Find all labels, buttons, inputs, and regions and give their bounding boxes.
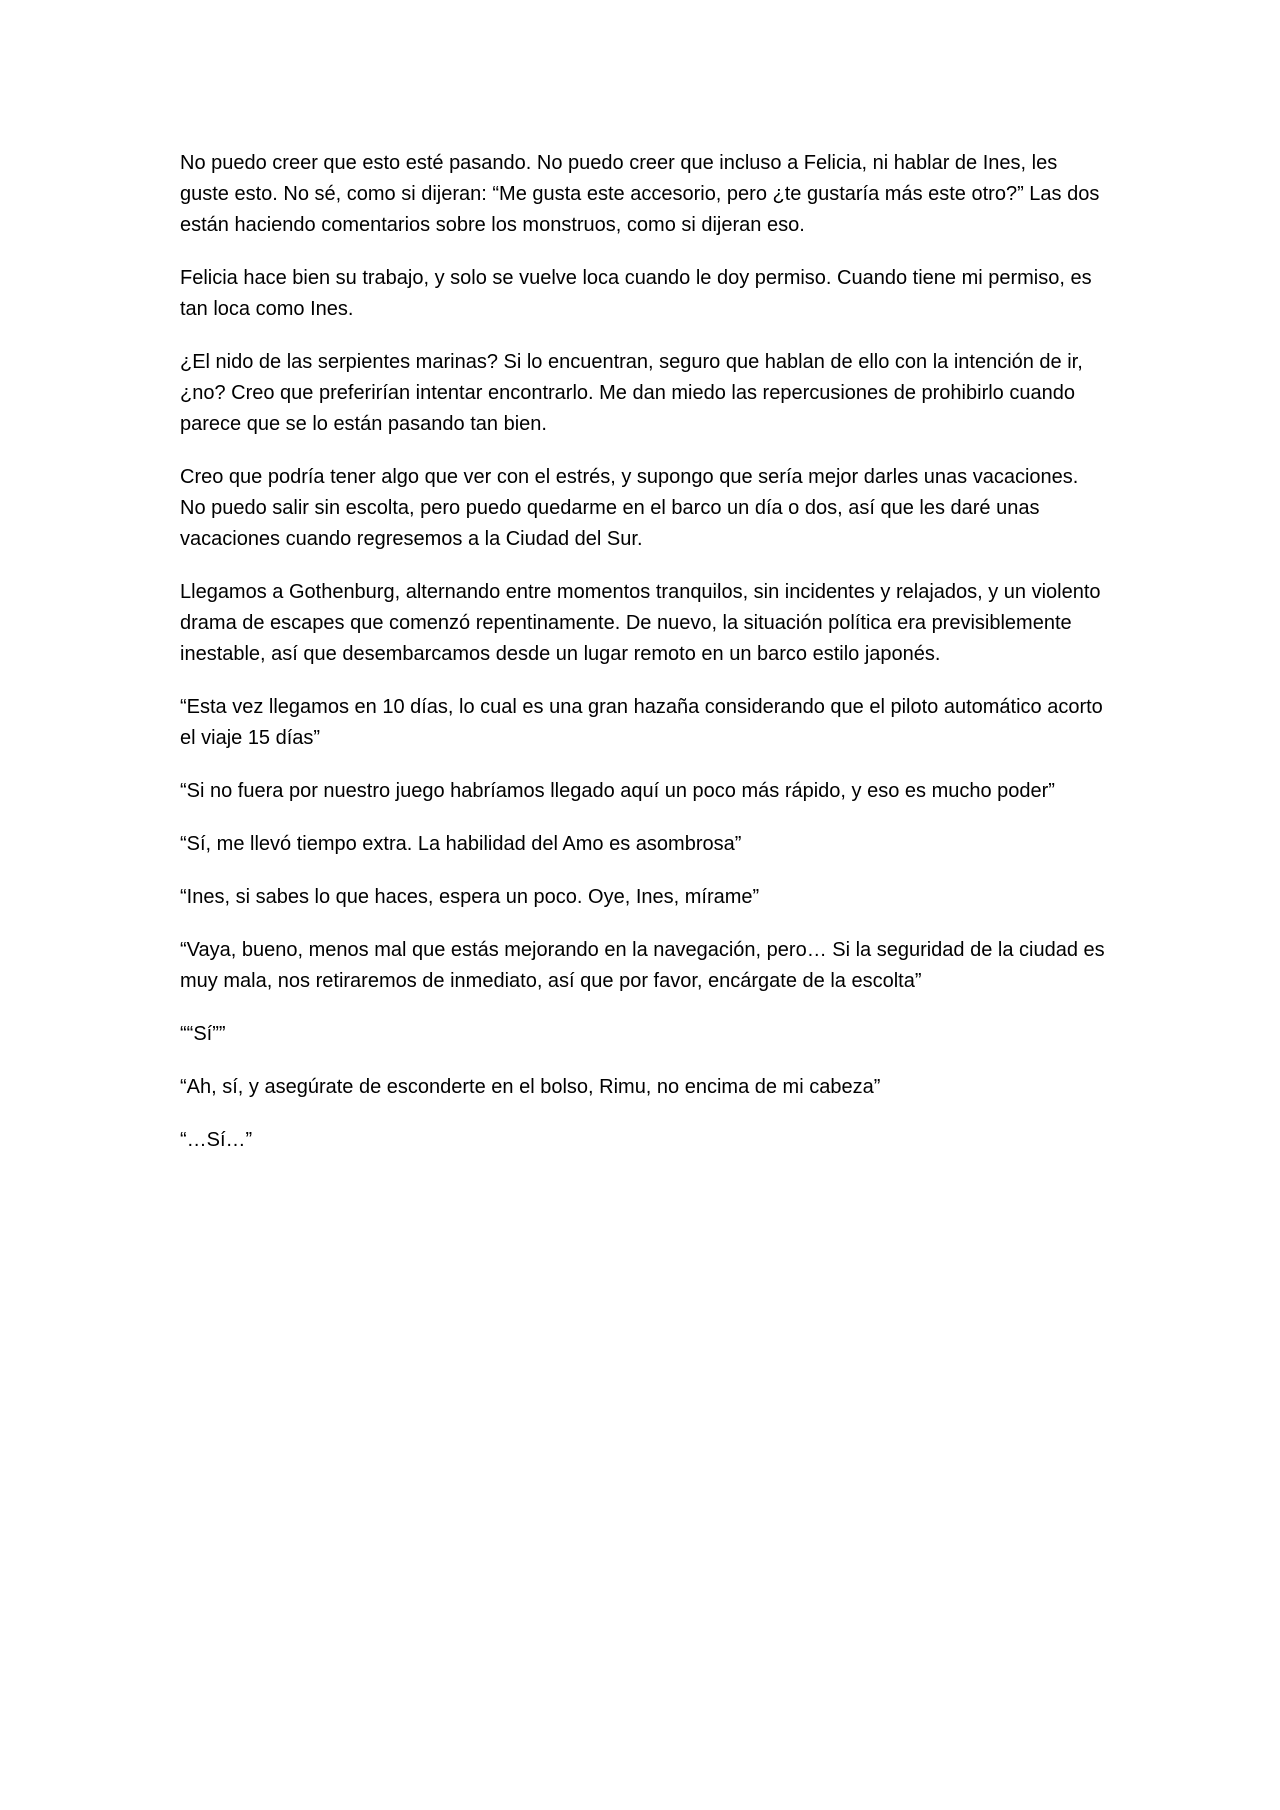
paragraph: Llegamos a Gothenburg, alternando entre momentos tranquilos, sin incidentes y relajados, y un violento drama de escapes que comenzó repentinamente. De nuevo, la situación política era previsiblemente inestable, así que desembarcamos desde un lugar remoto en un barco estilo japonés. xyxy=(180,581,1101,665)
paragraph-quote: “Si no fuera por nuestro juego habríamos llegado aquí un poco más rápido, y eso es mucho poder” xyxy=(180,780,1055,802)
paragraph-quote: “Ah, sí, y asegúrate de esconderte en el bolso, Rimu, no encima de mi cabeza” xyxy=(180,1076,881,1098)
paragraph: No puedo creer que esto esté pasando. No puedo creer que incluso a Felicia, ni hablar de Ines, les guste esto. No sé, como si dijeran: “Me gusta este accesorio, pero ¿te gustaría más este otro?” Las dos están haciendo comentarios sobre los monstruos, como si dijeran eso. xyxy=(180,152,1100,236)
paragraph: Creo que podría tener algo que ver con el estrés, y supongo que sería mejor darles unas vacaciones. No puedo salir sin escolta, pero puedo quedarme en el barco un día o dos, así que les daré unas vacaciones cuando regresemos a la Ciudad del Sur. xyxy=(180,466,1079,550)
paragraph: Felicia hace bien su trabajo, y solo se vuelve loca cuando le doy permiso. Cuando tiene mi permiso, es tan loca como Ines. xyxy=(180,267,1092,320)
paragraph-quote: “Ines, si sabes lo que haces, espera un poco. Oye, Ines, mírame” xyxy=(180,886,760,908)
paragraph-quote: “Vaya, bueno, menos mal que estás mejorando en la navegación, pero… Si la seguridad de la ciudad es muy mala, nos retiraremos de inmediato, así que por favor, encárgate de la escolta” xyxy=(180,939,1105,992)
paragraph: ¿El nido de las serpientes marinas? Si lo encuentran, seguro que hablan de ello con la intención de ir, ¿no? Creo que preferirían intentar encontrarlo. Me dan miedo las repercusiones de prohibirlo cuando parece que se lo están pasando tan bien. xyxy=(180,351,1083,435)
paragraph-quote: “Esta vez llegamos en 10 días, lo cual es una gran hazaña considerando que el piloto automático acorto el viaje 15 días” xyxy=(180,696,1103,749)
paragraph-quote: “Sí, me llevó tiempo extra. La habilidad del Amo es asombrosa” xyxy=(180,833,742,855)
paragraph-quote: “…Sí…” xyxy=(180,1129,253,1151)
paragraph-quote: ““Sí”” xyxy=(180,1023,226,1045)
text-column xyxy=(180,148,1108,1178)
